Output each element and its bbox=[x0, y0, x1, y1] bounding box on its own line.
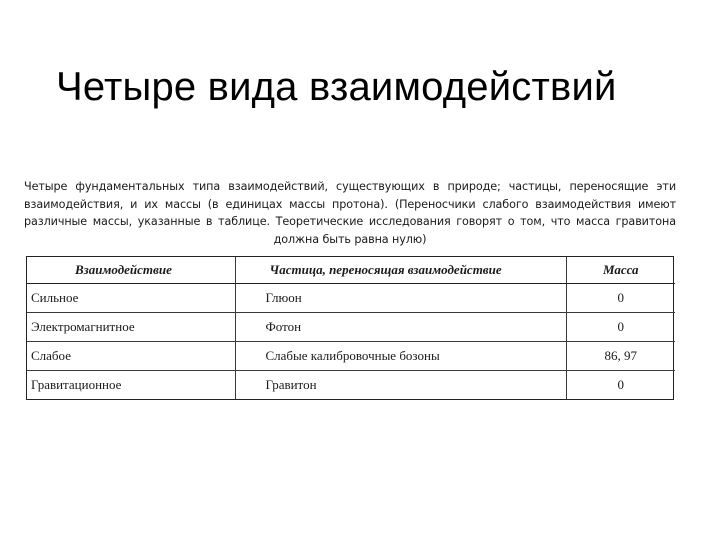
interactions-table bbox=[27, 257, 675, 399]
table-caption: Четыре фундаментальных типа взаимодействий, существующих в природе; частицы, переносящие эти взаимодействия, и их массы (в единицах массы протона). (Переносчики слабого взаимодействия имеют различные массы, указанные в таблице. Теоретические исследования говорят о том, что масса гравитона должна быть равна нулю) bbox=[24, 180, 676, 246]
cell-mass: 0 bbox=[566, 284, 675, 313]
cell-mass: 86, 97 bbox=[566, 342, 675, 371]
table-row bbox=[27, 284, 675, 313]
table-header-row bbox=[27, 257, 675, 284]
table-row bbox=[27, 313, 675, 342]
table-row bbox=[27, 342, 675, 371]
interactions-table-frame bbox=[26, 256, 674, 400]
cell-interaction: Слабое bbox=[27, 342, 235, 371]
cell-carrier-particle: Гравитон bbox=[235, 371, 566, 399]
cell-carrier-particle: Глюон bbox=[235, 284, 566, 313]
cell-interaction: Сильное bbox=[27, 284, 235, 313]
header-interaction: Взаимодействие bbox=[27, 257, 235, 284]
header-carrier-particle: Частица, переносящая взаимодействие bbox=[235, 257, 566, 284]
cell-carrier-particle: Фотон bbox=[235, 313, 566, 342]
cell-interaction: Гравитационное bbox=[27, 371, 235, 399]
cell-interaction: Электромагнитное bbox=[27, 313, 235, 342]
table-row bbox=[27, 371, 675, 399]
slide-title: Четыре вида взаимодействий bbox=[56, 64, 617, 109]
scanned-table-figure bbox=[24, 174, 676, 406]
cell-mass: 0 bbox=[566, 371, 675, 399]
header-mass: Масса bbox=[566, 257, 675, 284]
cell-carrier-particle: Слабые калибровочные бозоны bbox=[235, 342, 566, 371]
cell-mass: 0 bbox=[566, 313, 675, 342]
